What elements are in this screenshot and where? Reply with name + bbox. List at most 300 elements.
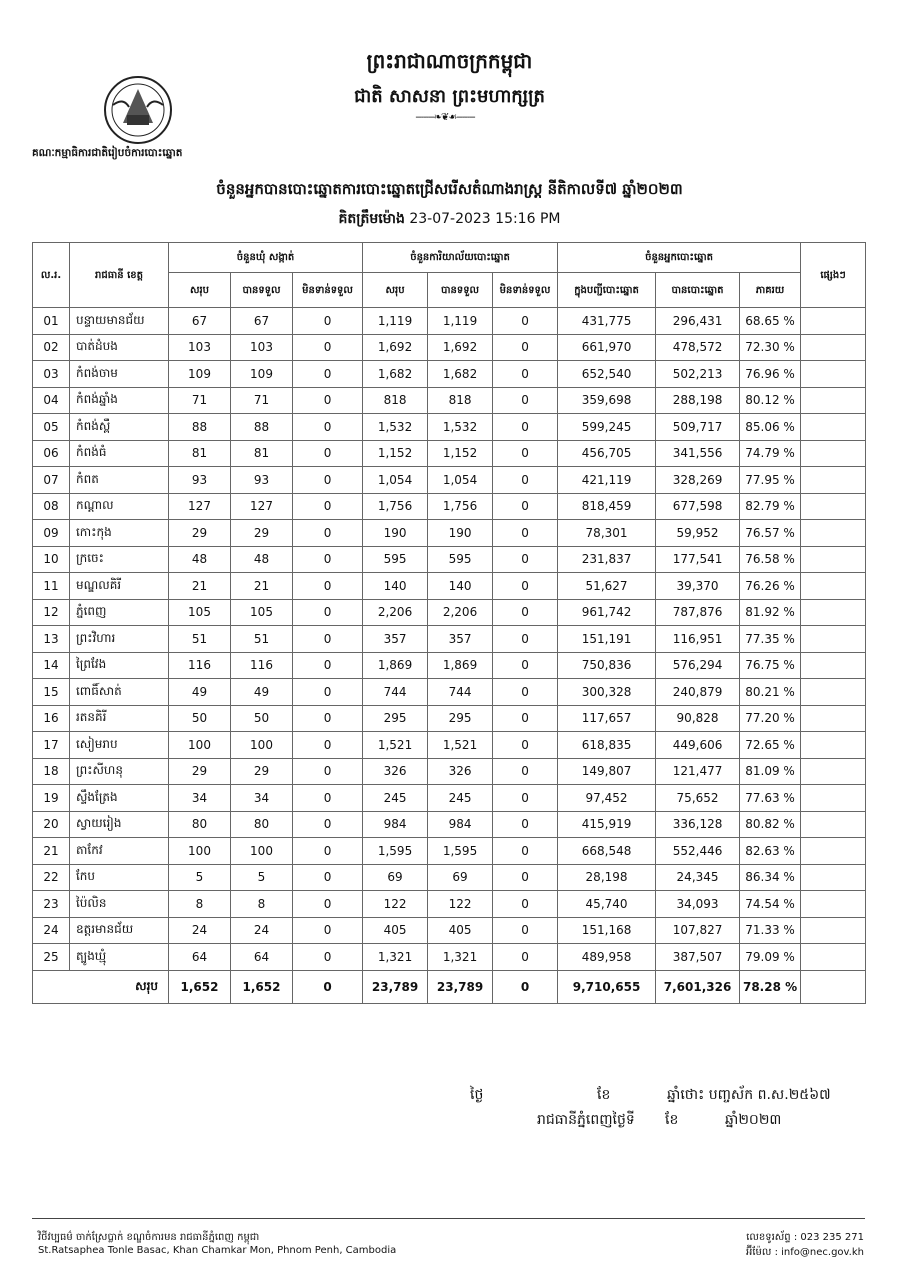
voters-registered: 300,328 <box>558 679 656 706</box>
voters-registered: 818,459 <box>558 493 656 520</box>
communes-total: 109 <box>169 361 231 388</box>
stations-not-received: 0 <box>493 705 558 732</box>
table-row <box>33 573 866 600</box>
province-name: ប៉ៃលិន <box>70 891 169 918</box>
total-note <box>801 970 866 1003</box>
row-no: 13 <box>33 626 70 653</box>
stations-not-received: 0 <box>493 573 558 600</box>
stations-not-received: 0 <box>493 864 558 891</box>
place-date-line <box>537 1110 781 1131</box>
phone-number: លេខទូរស័ព្ទ : 023 235 271 <box>746 1232 864 1243</box>
turnout-percent: 71.33 % <box>740 917 801 944</box>
province-name: ព្រះសីហនុ <box>70 758 169 785</box>
communes-total: 71 <box>169 387 231 414</box>
communes-received: 100 <box>231 838 293 865</box>
stations-not-received: 0 <box>493 785 558 812</box>
communes-received: 29 <box>231 520 293 547</box>
communes-not-received: 0 <box>293 838 363 865</box>
col-header-province: រាជធានី ខេត្ត <box>70 243 169 308</box>
province-name: កំពត <box>70 467 169 494</box>
communes-received: 24 <box>231 917 293 944</box>
province-name: កំពង់ចាម <box>70 361 169 388</box>
communes-not-received: 0 <box>293 652 363 679</box>
voters-voted: 336,128 <box>656 811 740 838</box>
total-communes-received: 1,652 <box>231 970 293 1003</box>
stations-received: 1,682 <box>428 361 493 388</box>
communes-total: 8 <box>169 891 231 918</box>
turnout-percent: 80.82 % <box>740 811 801 838</box>
communes-total: 127 <box>169 493 231 520</box>
row-no: 23 <box>33 891 70 918</box>
stations-total: 1,321 <box>363 944 428 971</box>
province-name: រតនគិរី <box>70 705 169 732</box>
communes-total: 48 <box>169 546 231 573</box>
communes-not-received: 0 <box>293 361 363 388</box>
table-row <box>33 361 866 388</box>
note-cell <box>801 308 866 335</box>
communes-total: 29 <box>169 520 231 547</box>
table-row <box>33 599 866 626</box>
report-title: ចំនួនអ្នកបានបោះឆ្នោតការបោះឆ្នោតជ្រើសរើសតំណាងរាស្ត្រ នីតិកាលទី៧ ឆ្នាំ២០២៣ <box>216 180 683 198</box>
turnout-percent: 76.75 % <box>740 652 801 679</box>
province-name: កោះកុង <box>70 520 169 547</box>
stations-total: 1,869 <box>363 652 428 679</box>
voters-voted: 107,827 <box>656 917 740 944</box>
turnout-percent: 77.63 % <box>740 785 801 812</box>
sub-header-voted: បានបោះឆ្នោត <box>656 273 740 308</box>
province-name: ក្រចេះ <box>70 546 169 573</box>
total-communes-not-received: 0 <box>293 970 363 1003</box>
total-voted: 7,601,326 <box>656 970 740 1003</box>
communes-received: 49 <box>231 679 293 706</box>
communes-not-received: 0 <box>293 387 363 414</box>
communes-total: 49 <box>169 679 231 706</box>
communes-received: 109 <box>231 361 293 388</box>
row-no: 11 <box>33 573 70 600</box>
communes-total: 105 <box>169 599 231 626</box>
voters-voted: 449,606 <box>656 732 740 759</box>
communes-not-received: 0 <box>293 440 363 467</box>
stations-not-received: 0 <box>493 758 558 785</box>
col-header-no: ល.រ. <box>33 243 70 308</box>
voters-registered: 489,958 <box>558 944 656 971</box>
row-no: 06 <box>33 440 70 467</box>
stations-total: 1,756 <box>363 493 428 520</box>
turnout-percent: 85.06 % <box>740 414 801 441</box>
table-row <box>33 546 866 573</box>
note-cell <box>801 440 866 467</box>
communes-not-received: 0 <box>293 467 363 494</box>
nec-seal-logo <box>103 75 173 145</box>
province-name: ឧត្តរមានជ័យ <box>70 917 169 944</box>
communes-received: 105 <box>231 599 293 626</box>
stations-received: 1,692 <box>428 334 493 361</box>
month-label: ខែ <box>597 1087 611 1103</box>
voters-registered: 117,657 <box>558 705 656 732</box>
table-row <box>33 917 866 944</box>
voters-registered: 78,301 <box>558 520 656 547</box>
communes-received: 71 <box>231 387 293 414</box>
group-header-stations: ចំនួនការិយាល័យបោះឆ្នោត <box>363 243 558 273</box>
voters-voted: 787,876 <box>656 599 740 626</box>
stations-total: 818 <box>363 387 428 414</box>
turnout-percent: 77.35 % <box>740 626 801 653</box>
communes-total: 5 <box>169 864 231 891</box>
stations-total: 1,595 <box>363 838 428 865</box>
stations-received: 1,152 <box>428 440 493 467</box>
sub-header-received: បានទទួល <box>231 273 293 308</box>
voters-registered: 652,540 <box>558 361 656 388</box>
voters-voted: 478,572 <box>656 334 740 361</box>
communes-not-received: 0 <box>293 864 363 891</box>
note-cell <box>801 414 866 441</box>
communes-not-received: 0 <box>293 917 363 944</box>
stations-received: 744 <box>428 679 493 706</box>
voters-registered: 359,698 <box>558 387 656 414</box>
voters-registered: 51,627 <box>558 573 656 600</box>
stations-not-received: 0 <box>493 308 558 335</box>
note-cell <box>801 732 866 759</box>
communes-received: 93 <box>231 467 293 494</box>
turnout-percent: 79.09 % <box>740 944 801 971</box>
table-row <box>33 334 866 361</box>
note-cell <box>801 599 866 626</box>
voters-registered: 28,198 <box>558 864 656 891</box>
communes-received: 80 <box>231 811 293 838</box>
stations-total: 1,682 <box>363 361 428 388</box>
stations-received: 405 <box>428 917 493 944</box>
communes-total: 80 <box>169 811 231 838</box>
turnout-percent: 76.26 % <box>740 573 801 600</box>
communes-received: 88 <box>231 414 293 441</box>
note-cell <box>801 705 866 732</box>
voters-registered: 961,742 <box>558 599 656 626</box>
communes-not-received: 0 <box>293 785 363 812</box>
voters-registered: 97,452 <box>558 785 656 812</box>
stations-not-received: 0 <box>493 520 558 547</box>
turnout-percent: 86.34 % <box>740 864 801 891</box>
stations-total: 190 <box>363 520 428 547</box>
communes-total: 93 <box>169 467 231 494</box>
province-name: ស្វាយរៀង <box>70 811 169 838</box>
stations-received: 1,869 <box>428 652 493 679</box>
note-cell <box>801 520 866 547</box>
voters-voted: 387,507 <box>656 944 740 971</box>
row-no: 18 <box>33 758 70 785</box>
note-cell <box>801 387 866 414</box>
voters-registered: 599,245 <box>558 414 656 441</box>
communes-not-received: 0 <box>293 732 363 759</box>
stations-received: 245 <box>428 785 493 812</box>
province-name: កំពង់ធំ <box>70 440 169 467</box>
province-name: ភ្នំពេញ <box>70 599 169 626</box>
communes-not-received: 0 <box>293 493 363 520</box>
voters-voted: 296,431 <box>656 308 740 335</box>
stations-not-received: 0 <box>493 891 558 918</box>
voters-voted: 552,446 <box>656 838 740 865</box>
stations-total: 595 <box>363 546 428 573</box>
voters-registered: 618,835 <box>558 732 656 759</box>
row-no: 03 <box>33 361 70 388</box>
note-cell <box>801 891 866 918</box>
turnout-percent: 82.63 % <box>740 838 801 865</box>
turnout-percent: 74.79 % <box>740 440 801 467</box>
results-table <box>32 242 866 1004</box>
month-label-2: ខែ <box>665 1112 679 1128</box>
province-name: កែប <box>70 864 169 891</box>
note-cell <box>801 467 866 494</box>
stations-total: 984 <box>363 811 428 838</box>
stations-received: 984 <box>428 811 493 838</box>
communes-not-received: 0 <box>293 599 363 626</box>
communes-total: 116 <box>169 652 231 679</box>
communes-not-received: 0 <box>293 308 363 335</box>
note-cell <box>801 573 866 600</box>
row-no: 19 <box>33 785 70 812</box>
stations-total: 1,692 <box>363 334 428 361</box>
communes-total: 81 <box>169 440 231 467</box>
turnout-percent: 76.58 % <box>740 546 801 573</box>
province-name: ស្ទឹងត្រែង <box>70 785 169 812</box>
email-address: អ៊ីម៉ែល : info@nec.gov.kh <box>746 1247 864 1258</box>
communes-total: 64 <box>169 944 231 971</box>
voters-registered: 750,836 <box>558 652 656 679</box>
total-label: សរុប <box>33 970 169 1003</box>
voters-registered: 45,740 <box>558 891 656 918</box>
timestamp-value: 23-07-2023 15:16 PM <box>409 211 561 227</box>
voters-registered: 149,807 <box>558 758 656 785</box>
communes-total: 103 <box>169 334 231 361</box>
stations-not-received: 0 <box>493 599 558 626</box>
voters-registered: 415,919 <box>558 811 656 838</box>
table-row <box>33 811 866 838</box>
note-cell <box>801 864 866 891</box>
communes-not-received: 0 <box>293 626 363 653</box>
footer-divider <box>32 1218 865 1219</box>
stations-received: 326 <box>428 758 493 785</box>
province-name: ព្រៃវែង <box>70 652 169 679</box>
total-communes: 1,652 <box>169 970 231 1003</box>
national-motto: ជាតិ សាសនា ព្រះមហាក្សត្រ <box>354 86 545 107</box>
table-row <box>33 944 866 971</box>
table-row <box>33 864 866 891</box>
table-row <box>33 732 866 759</box>
note-cell <box>801 361 866 388</box>
voters-registered: 431,775 <box>558 308 656 335</box>
row-no: 16 <box>33 705 70 732</box>
voters-registered: 421,119 <box>558 467 656 494</box>
row-no: 01 <box>33 308 70 335</box>
row-no: 20 <box>33 811 70 838</box>
table-row <box>33 705 866 732</box>
voters-voted: 677,598 <box>656 493 740 520</box>
stations-received: 140 <box>428 573 493 600</box>
communes-not-received: 0 <box>293 414 363 441</box>
row-no: 10 <box>33 546 70 573</box>
turnout-percent: 76.57 % <box>740 520 801 547</box>
stations-total: 140 <box>363 573 428 600</box>
address-english: St.Ratsaphea Tonle Basac, Khan Chamkar Mon, Phnom Penh, Cambodia <box>38 1245 397 1256</box>
communes-not-received: 0 <box>293 573 363 600</box>
stations-not-received: 0 <box>493 440 558 467</box>
place-day-label: រាជធានីភ្នំពេញថ្ងៃទី <box>537 1112 635 1128</box>
province-name: កំពង់ឆ្នាំង <box>70 387 169 414</box>
voters-voted: 177,541 <box>656 546 740 573</box>
turnout-percent: 81.92 % <box>740 599 801 626</box>
province-name: បាត់ដំបង <box>70 334 169 361</box>
voters-voted: 24,345 <box>656 864 740 891</box>
communes-received: 116 <box>231 652 293 679</box>
stations-total: 357 <box>363 626 428 653</box>
total-stations-received: 23,789 <box>428 970 493 1003</box>
stations-total: 122 <box>363 891 428 918</box>
turnout-percent: 76.96 % <box>740 361 801 388</box>
turnout-percent: 74.54 % <box>740 891 801 918</box>
note-cell <box>801 626 866 653</box>
stations-received: 69 <box>428 864 493 891</box>
stations-not-received: 0 <box>493 679 558 706</box>
stations-received: 1,532 <box>428 414 493 441</box>
voters-registered: 231,837 <box>558 546 656 573</box>
communes-total: 100 <box>169 838 231 865</box>
stations-total: 1,152 <box>363 440 428 467</box>
stations-received: 357 <box>428 626 493 653</box>
row-no: 12 <box>33 599 70 626</box>
note-cell <box>801 917 866 944</box>
note-cell <box>801 546 866 573</box>
row-no: 24 <box>33 917 70 944</box>
table-row <box>33 679 866 706</box>
kingdom-heading: ព្រះរាជាណាចក្រកម្ពុជា <box>366 49 533 73</box>
lunar-date-line <box>470 1085 831 1106</box>
stations-not-received: 0 <box>493 361 558 388</box>
row-no: 25 <box>33 944 70 971</box>
communes-received: 34 <box>231 785 293 812</box>
stations-received: 818 <box>428 387 493 414</box>
communes-total: 50 <box>169 705 231 732</box>
stations-received: 122 <box>428 891 493 918</box>
communes-not-received: 0 <box>293 811 363 838</box>
communes-received: 81 <box>231 440 293 467</box>
province-name: សៀមរាប <box>70 732 169 759</box>
stations-not-received: 0 <box>493 944 558 971</box>
voters-voted: 121,477 <box>656 758 740 785</box>
voters-voted: 116,951 <box>656 626 740 653</box>
communes-not-received: 0 <box>293 944 363 971</box>
stations-total: 1,119 <box>363 308 428 335</box>
total-percent: 78.28 % <box>740 970 801 1003</box>
voters-voted: 502,213 <box>656 361 740 388</box>
province-name: កណ្តាល <box>70 493 169 520</box>
note-cell <box>801 652 866 679</box>
stations-total: 405 <box>363 917 428 944</box>
communes-total: 21 <box>169 573 231 600</box>
row-no: 05 <box>33 414 70 441</box>
sub-header-registered: ក្នុងបញ្ជីបោះឆ្នោត <box>558 273 656 308</box>
stations-total: 2,206 <box>363 599 428 626</box>
communes-received: 103 <box>231 334 293 361</box>
stations-not-received: 0 <box>493 414 558 441</box>
stations-received: 1,521 <box>428 732 493 759</box>
address-khmer: វិថីវប្បធម៌ ចាក់ស្រែប្លាក់ ខណ្ឌចំការមន រាជធានីភ្នំពេញ កម្ពុជា <box>38 1232 260 1243</box>
stations-not-received: 0 <box>493 652 558 679</box>
ornament-divider: -------❧❦☙------- <box>415 112 475 123</box>
stations-total: 326 <box>363 758 428 785</box>
voters-registered: 151,168 <box>558 917 656 944</box>
communes-total: 34 <box>169 785 231 812</box>
voters-voted: 75,652 <box>656 785 740 812</box>
stations-not-received: 0 <box>493 811 558 838</box>
communes-received: 29 <box>231 758 293 785</box>
communes-not-received: 0 <box>293 679 363 706</box>
stations-total: 295 <box>363 705 428 732</box>
communes-received: 51 <box>231 626 293 653</box>
report-timestamp <box>0 209 899 230</box>
lunar-year: ឆ្នាំថោះ បញ្ចស័ក ព.ស.២៥៦៧ <box>667 1087 831 1103</box>
stations-received: 1,321 <box>428 944 493 971</box>
stations-not-received: 0 <box>493 387 558 414</box>
turnout-percent: 77.95 % <box>740 467 801 494</box>
voters-voted: 341,556 <box>656 440 740 467</box>
note-cell <box>801 785 866 812</box>
province-name: មណ្ឌលគិរី <box>70 573 169 600</box>
communes-total: 24 <box>169 917 231 944</box>
group-header-communes: ចំនួនឃុំ សង្កាត់ <box>169 243 363 273</box>
province-name: កំពង់ស្ពឺ <box>70 414 169 441</box>
voters-registered: 668,548 <box>558 838 656 865</box>
province-name: ត្បូងឃ្មុំ <box>70 944 169 971</box>
table-row <box>33 414 866 441</box>
stations-total: 744 <box>363 679 428 706</box>
stations-total: 1,521 <box>363 732 428 759</box>
note-cell <box>801 944 866 971</box>
note-cell <box>801 838 866 865</box>
communes-received: 5 <box>231 864 293 891</box>
communes-not-received: 0 <box>293 520 363 547</box>
table-row <box>33 520 866 547</box>
turnout-percent: 77.20 % <box>740 705 801 732</box>
note-cell <box>801 811 866 838</box>
stations-received: 1,054 <box>428 467 493 494</box>
communes-received: 50 <box>231 705 293 732</box>
voters-registered: 661,970 <box>558 334 656 361</box>
table-row <box>33 785 866 812</box>
province-name: ព្រះវិហារ <box>70 626 169 653</box>
communes-total: 88 <box>169 414 231 441</box>
stations-received: 1,595 <box>428 838 493 865</box>
group-header-voters: ចំនួនអ្នកបោះឆ្នោត <box>558 243 801 273</box>
table-row <box>33 440 866 467</box>
stations-not-received: 0 <box>493 493 558 520</box>
turnout-percent: 82.79 % <box>740 493 801 520</box>
communes-received: 100 <box>231 732 293 759</box>
stations-total: 1,054 <box>363 467 428 494</box>
turnout-percent: 80.12 % <box>740 387 801 414</box>
stations-received: 295 <box>428 705 493 732</box>
row-no: 04 <box>33 387 70 414</box>
province-name: តាកែវ <box>70 838 169 865</box>
table-row <box>33 493 866 520</box>
row-no: 15 <box>33 679 70 706</box>
stations-not-received: 0 <box>493 732 558 759</box>
communes-not-received: 0 <box>293 758 363 785</box>
communes-not-received: 0 <box>293 334 363 361</box>
communes-total: 51 <box>169 626 231 653</box>
province-name: បន្ទាយមានជ័យ <box>70 308 169 335</box>
stations-not-received: 0 <box>493 334 558 361</box>
communes-not-received: 0 <box>293 705 363 732</box>
stations-received: 190 <box>428 520 493 547</box>
